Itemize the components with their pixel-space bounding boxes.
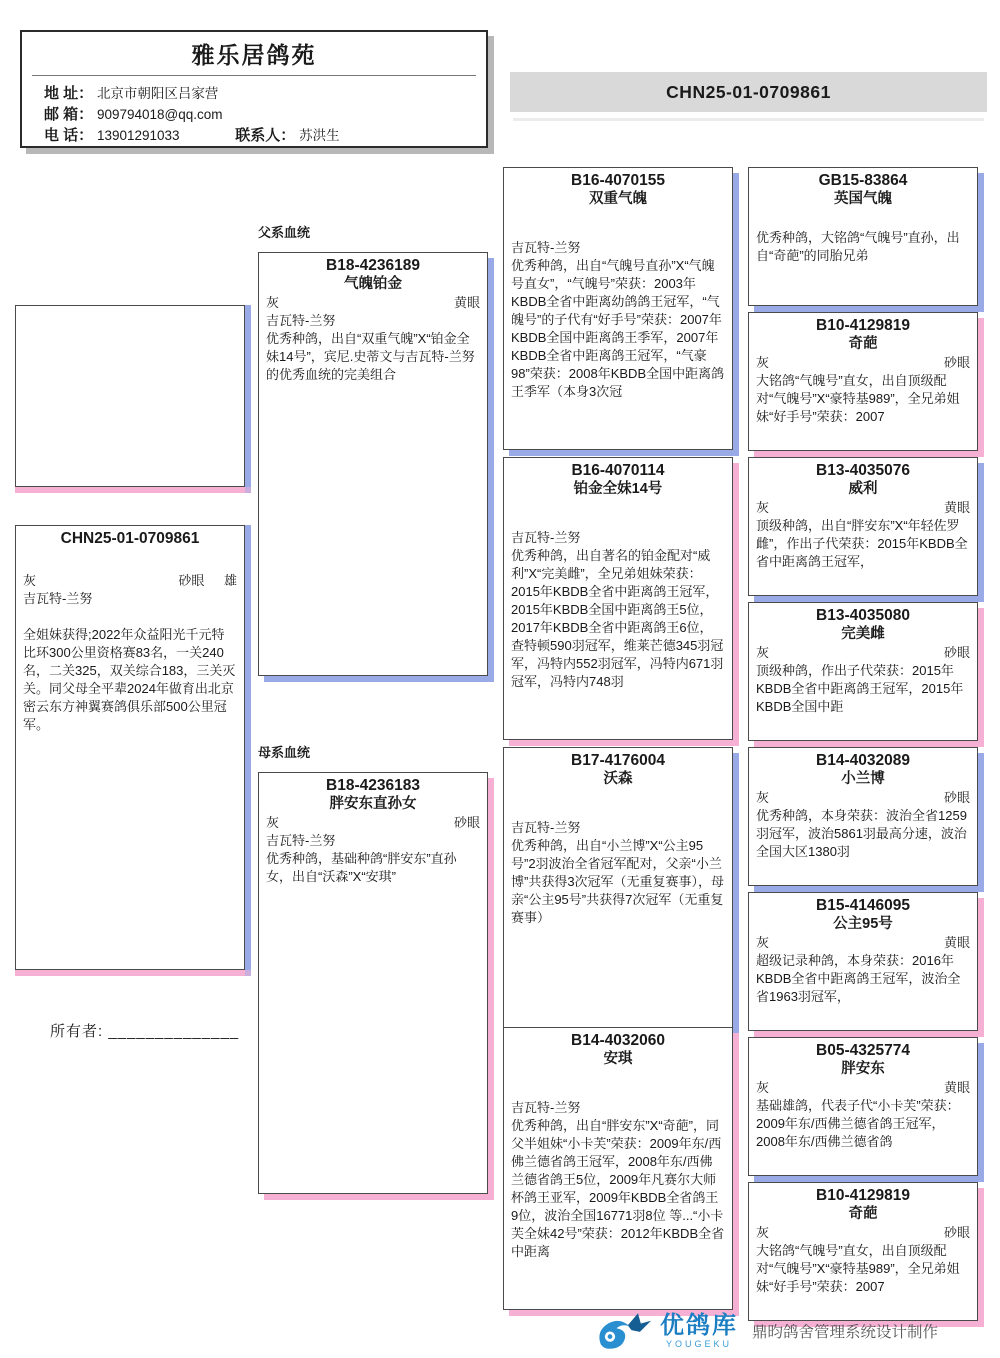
eye-value: 砂眼 (943, 645, 970, 661)
ring-number: B16-4070114 (571, 462, 665, 479)
ring-number: B10-4129819 (816, 1187, 910, 1204)
strain-value: 吉瓦特-兰努 (266, 313, 336, 329)
color-value: 灰 (756, 1225, 770, 1241)
description: 优秀种鸽，本身荣获：波治全省1259羽冠军，波治5861羽最高分速，波治全国大区1380羽 (756, 808, 967, 860)
color-value: 灰 (756, 500, 770, 516)
owner-label: 所有者: (50, 1023, 104, 1040)
color-value: 灰 (756, 935, 770, 951)
eye-value: 黄眼 (453, 295, 480, 311)
loft-email-row (22, 104, 486, 125)
pigeon-name: 威利 (848, 481, 878, 498)
pedigree-box-mmf (748, 1037, 978, 1176)
pedigree-box-ffm (748, 312, 978, 451)
pedigree-box-mfm (748, 892, 978, 1031)
pigeon-name: 公主95号 (833, 916, 893, 933)
strain-value: 吉瓦特-兰努 (511, 1100, 581, 1116)
color-value: 灰 (756, 645, 770, 661)
description: 基础雄鸽，代表子代“小卡芙”荣获：2009年东/西佛兰德省鸽王冠军，2008年东/西佛兰德省鸽 (756, 1098, 960, 1150)
strain-value: 吉瓦特-兰努 (511, 240, 581, 256)
description: 大铭鸽“气魄号”直女，出自顶级配对“气魄号”X“豪特基989”，全兄弟姐妹“好手号”荣获：2007 (756, 1243, 960, 1295)
contact-label: 联系人： (235, 127, 296, 144)
pedigree-box-ff (503, 167, 733, 450)
ring-number: B16-4070155 (571, 172, 665, 189)
attr-row (266, 294, 480, 312)
description: 优秀种鸽，出自“气魄号直孙”X“气魄号直女”，“气魄号”荣获：2003年KBDB全省中距离幼鸽鸽王冠军，“气魄号”的子代有“好手号”荣获：2007年KBDB全国中距离鸽王季军，2007年KBDB全省中距离鸽王冠军，“气豪98”荣获：2008年KBDB全国中距离鸽王季军（本身3次冠 (511, 258, 725, 399)
phone-label: 电 话： (44, 127, 94, 144)
color-value: 灰 (756, 790, 770, 806)
ring-number: B17-4176004 (571, 752, 665, 769)
attr-row (756, 1079, 970, 1097)
owner-blank-line: ______________ (108, 1023, 240, 1040)
eye-value: 砂眼 (943, 1225, 970, 1241)
description: 顶级种鸽，出自“胖安东”X“年轻佐罗雌”，作出子代荣获：2015年KBDB全省中距离鸽王冠军， (756, 518, 968, 570)
pigeon-name: 奇葩 (848, 336, 878, 353)
address-label: 地 址： (44, 85, 94, 102)
ring-number: B18-4236183 (326, 777, 420, 794)
phone-value: 13901291033 (96, 128, 180, 143)
pigeon-name: 双重气魄 (589, 191, 647, 208)
attr-row (23, 572, 237, 590)
ring-number: B14-4032089 (816, 752, 910, 769)
description: 优秀种鸽，大铭鸽“气魄号”直孙，出自“奇葩”的同胎兄弟 (756, 230, 960, 264)
ring-number: B15-4146095 (816, 897, 910, 914)
pigeon-name: 小兰博 (841, 771, 885, 788)
loft-address-row (22, 83, 486, 104)
brand-subtitle: YOUGEKU (665, 1338, 732, 1349)
loft-phone-row (22, 125, 486, 146)
eye-sex-group (178, 572, 237, 590)
color-value: 灰 (23, 573, 37, 589)
description: 顶级种鸽，作出子代荣获：2015年KBDB全省中距离鸽王冠军，2015年KBDB全国中距 (756, 663, 964, 715)
attr-row (756, 354, 970, 372)
contact-value: 苏洪生 (299, 128, 340, 143)
pigeon-name: 完美雌 (841, 626, 885, 643)
pigeon-name: 气魄铂金 (344, 276, 402, 293)
ring-number: B18-4236189 (326, 257, 420, 274)
eye-value: 黄眼 (943, 500, 970, 516)
footer-tagline: 鼎昀鸽舍管理系统设计制作 (752, 1324, 939, 1341)
description: 优秀种鸽，出自“胖安东”X“奇葩”，同父半姐妹“小卡芙”荣获：2009年东/西佛兰德省鸽王冠军，2008年东/西佛兰德省鸽王5位，2009年凡赛尔大师杯鸽王亚军，2009年KBDB全省鸽王9位，波治全国16771羽8位 等...“小卡芙全妹42号”荣获：2012年KBDB全省中距离 (511, 1118, 725, 1259)
ring-number: GB15-83864 (818, 172, 908, 189)
attr-row (756, 789, 970, 807)
description: 优秀种鸽，出自“小兰博”X“公主95号”2羽波治全省冠军配对，父亲“小兰博”共获得3次冠军（无重复赛事），母亲“公主95号”共获得7次冠军（无重复赛事） (511, 838, 725, 925)
attr-row (756, 1224, 970, 1242)
pedigree-box-fff (748, 167, 978, 306)
pedigree-box-mmm (748, 1182, 978, 1321)
ring-number: B05-4325774 (816, 1042, 910, 1059)
description: 优秀种鸽，出自“双重气魄”X“铂金全妹14号”，宾尼.史蒂文与吉瓦特-兰努的优秀血统的完美组合 (266, 331, 475, 382)
pigeon-name: 胖安东 (841, 1061, 885, 1078)
strain-value: 吉瓦特-兰努 (266, 833, 336, 849)
pigeon-name: 英国气魄 (834, 191, 892, 208)
color-value: 灰 (266, 815, 280, 831)
email-label: 邮 箱： (44, 106, 94, 123)
strain-value: 吉瓦特-兰努 (511, 530, 581, 546)
brand-name: 优鸽库 (660, 1311, 738, 1339)
color-value: 灰 (756, 355, 770, 371)
eye-value: 砂眼 (178, 573, 205, 589)
pedigree-box-mm (503, 1027, 733, 1310)
ring-number: B14-4032060 (571, 1032, 665, 1049)
eye-value: 黄眼 (943, 1080, 970, 1096)
email-value: 909794018@qq.com (96, 107, 223, 122)
eye-value: 砂眼 (453, 815, 480, 831)
strain-value: 吉瓦特-兰努 (23, 591, 93, 607)
footer-brand (596, 1310, 938, 1352)
eye-value: 砂眼 (943, 790, 970, 806)
eye-value: 黄眼 (943, 935, 970, 951)
loft-name: 雅乐居鸽苑 (191, 42, 317, 68)
pedigree-box-dam (258, 772, 488, 1194)
photo-placeholder-box (15, 305, 245, 487)
address-value: 北京市朝阳区吕家营 (96, 86, 219, 101)
description: 全姐妹获得;2022年众益阳光千元特比环300公里资格赛83名，一关240名，二关325，双关综合183，三关灭关。同父母全平辈2024年做育出北京密云东方神翼赛鸽俱乐部500公里冠军。 (23, 627, 236, 732)
pedigree-box-fm (503, 457, 733, 740)
brand-block (660, 1311, 738, 1349)
ring-number: B10-4129819 (816, 317, 910, 334)
sire-line-label: 父系血统 (258, 225, 311, 240)
description: 优秀种鸽，基础种鸽“胖安东”直孙女，出自“沃森”X“安琪” (266, 851, 457, 885)
pigeon-name: 沃森 (603, 771, 633, 788)
yougeku-logo-icon (596, 1310, 652, 1352)
pigeon-name: 胖安东直孙女 (329, 796, 417, 813)
pedigree-box-fmm (748, 602, 978, 741)
pedigree-box-sire (258, 252, 488, 676)
description: 大铭鸽“气魄号”直女，出自顶级配对“气魄号”X“豪特基989”，全兄弟姐妹“好手号”荣获：2007 (756, 373, 960, 425)
owner-line (50, 1020, 239, 1041)
color-value: 灰 (266, 295, 280, 311)
sex-value: 雄 (223, 573, 237, 589)
dam-line-label: 母系血统 (258, 745, 311, 760)
eye-value: 砂眼 (943, 355, 970, 371)
attr-row (756, 499, 970, 517)
description: 优秀种鸽，出自著名的铂金配对“威利”X“完美雌”，全兄弟姐妹荣获：2015年KBDB全省中距离鸽王冠军，2015年KBDB全国中距离鸽王5位，2017年KBDB全省中距离鸽王6位，查特顿590羽冠军，维莱芒德345羽冠军，冯特内552羽冠军，冯特内671羽冠军，冯特内748羽 (511, 548, 724, 689)
loft-header-card (20, 30, 488, 148)
pigeon-name: 安琪 (603, 1051, 633, 1068)
pedigree-box-fmf (748, 457, 978, 596)
color-value: 灰 (756, 1080, 770, 1096)
pigeon-name: 铂金全妹14号 (573, 481, 663, 498)
pedigree-box-main (15, 525, 245, 970)
attr-row (266, 814, 480, 832)
ring-number: B13-4035076 (816, 462, 910, 479)
banner-underline (513, 118, 984, 121)
pigeon-name: 奇葩 (848, 1206, 878, 1223)
ring-number: CHN25-01-0709861 (60, 530, 200, 547)
attr-row (756, 934, 970, 952)
pedigree-box-mf (503, 747, 733, 1030)
description: 超级记录种鸽，本身荣获：2016年KBDB全省中距离鸽王冠军，波治全省1963羽冠军， (756, 953, 961, 1005)
ring-number: B13-4035080 (816, 607, 910, 624)
ring-number-banner: CHN25-01-0709861 (510, 72, 987, 112)
attr-row (756, 644, 970, 662)
header-divider (32, 75, 476, 76)
strain-value: 吉瓦特-兰努 (511, 820, 581, 836)
pedigree-box-mff (748, 747, 978, 886)
